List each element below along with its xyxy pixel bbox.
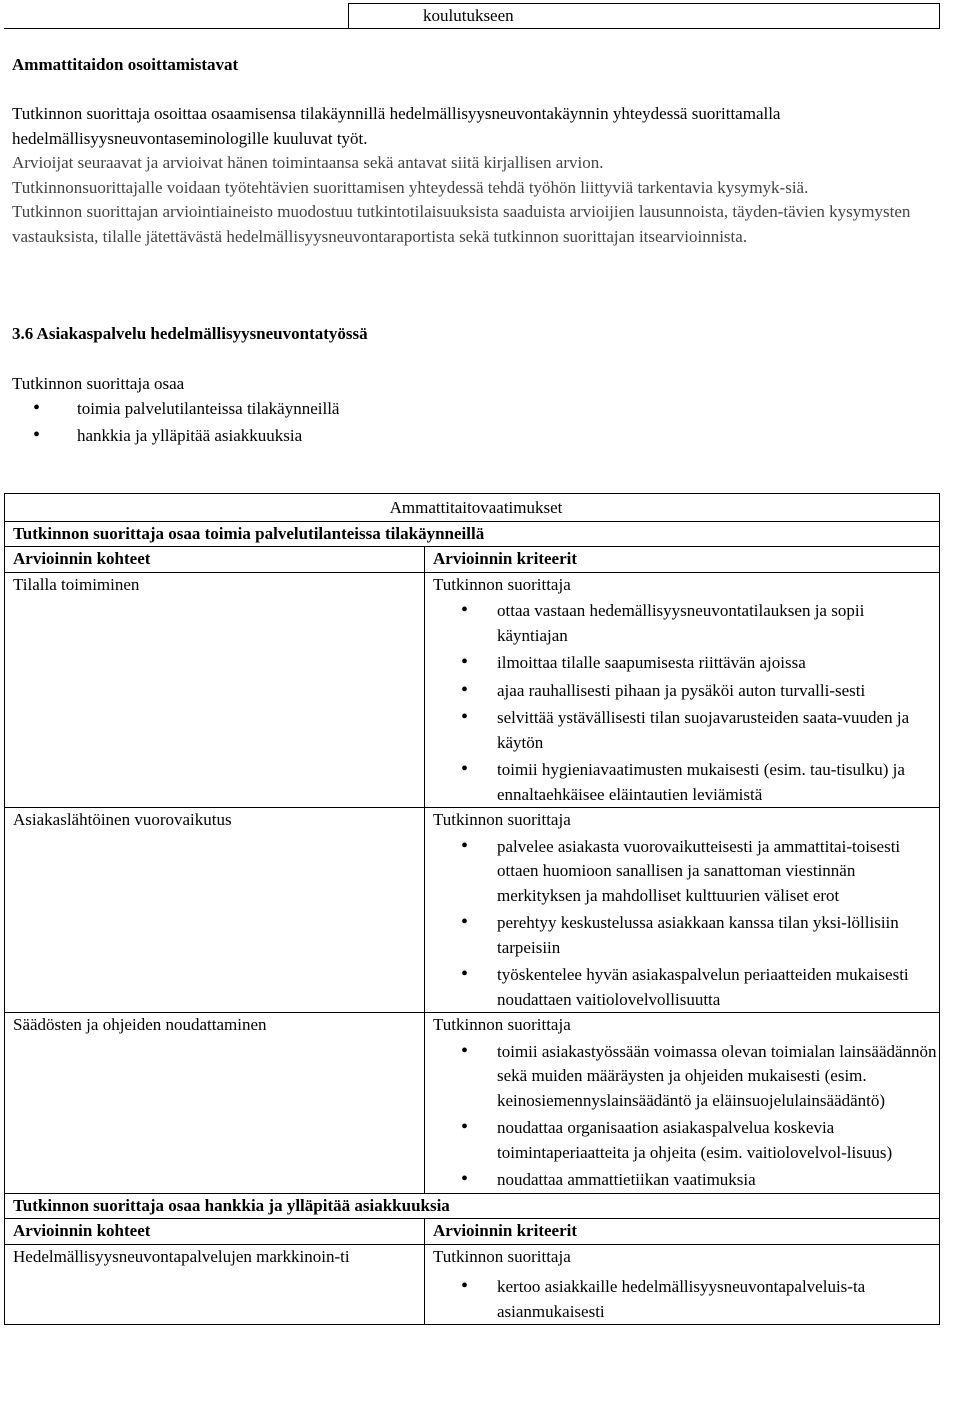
intro-text: Tutkinnon suorittaja osaa: [12, 374, 185, 393]
criteria-list: [433, 1269, 939, 1324]
list-item: • hankkia ja ylläpitää asiakkuuksia: [12, 424, 947, 449]
criteria-cell: [425, 1244, 940, 1325]
list-item: • perehtyy keskustelussa asiakkaan kanssa tilan yksi-löllisiin tarpeisiin: [433, 911, 939, 960]
list-item: • toimii hygieniavaatimusten mukaisesti (esim. tau-tisulku) ja ennaltaehkäisee eläintautien leviämistä: [433, 758, 939, 807]
list-item: • noudattaa ammattietiikan vaatimuksia: [433, 1168, 939, 1193]
table-row: [5, 808, 940, 1013]
list-item: • noudattaa organisaation asiakaspalvelua koskevia toimintaperiaatteita ja ohjeita (esim. vaitiolovelvol-lisuus): [433, 1116, 939, 1165]
performer-label: Tutkinnon suorittaja: [433, 574, 571, 594]
col-header-criteria: Arvioinnin kriteerit: [425, 1219, 940, 1245]
section-heading: 3.6 Asiakaspalvelu hedelmällisyysneuvontatyössä: [12, 324, 368, 343]
section-intro: [12, 372, 947, 449]
performer-label: Tutkinnon suorittaja: [433, 810, 571, 829]
list-item: • työskentelee hyvän asiakaspalvelun periaatteiden mukaisesti noudattaen vaitiolovelvollisuutta: [433, 963, 939, 1012]
list-item: • ilmoittaa tilalle saapumisesta riittävän ajoissa: [433, 651, 939, 676]
section-3-6: [12, 322, 947, 347]
paragraph-1: Tutkinnon suorittaja osoittaa osaamisensa tilakäynnillä hedelmällisyysneuvontakäynnin yhteydessä suorittamalla hedelmällisyysneuvontaseminologille kuuluvat työt.: [12, 104, 781, 148]
col-header-targets: Arvioinnin kohteet: [5, 547, 425, 573]
col-header-targets: Arvioinnin kohteet: [5, 1219, 425, 1245]
paragraph-3: Tutkinnonsuorittajalle voidaan työtehtävien suorittamisen yhteydessä tehdä työhön liittyviä tarkentavia kysymyk-siä.: [12, 177, 809, 197]
header-empty-cell: [4, 4, 349, 29]
demonstration-section: [12, 53, 947, 78]
demonstration-heading: Ammattitaidon osoittamistavat: [12, 55, 239, 74]
intro-bullet-list: [12, 397, 947, 449]
list-item: • ajaa rauhallisesti pihaan ja pysäköi auton turvalli-sesti: [433, 679, 939, 704]
target-cell: Säädösten ja ohjeiden noudattaminen: [5, 1013, 425, 1194]
paragraph-2: Arvioijat seuraavat ja arvioivat hänen toimintaansa sekä antavat siitä kirjallisen arvion.: [12, 153, 604, 172]
header-table: [4, 3, 940, 29]
header-cell: koulutukseen: [349, 4, 940, 29]
target-cell: Asiakaslähtöinen vuorovaikutus: [5, 808, 425, 1013]
group-heading-1: Tutkinnon suorittaja osaa toimia palvelutilanteissa tilakäynneillä: [5, 521, 940, 547]
performer-label: Tutkinnon suorittaja: [433, 1246, 571, 1266]
list-item: • toimii asiakastyössään voimassa olevan toimialan lainsäädännön sekä muiden määräysten ja ohjeiden mukaisesti (esim. keinosiemennyslainsäädäntö ja eläinsuojelulainsäädäntö): [433, 1040, 939, 1114]
list-item: • palvelee asiakasta vuorovaikutteisesti ja ammattitai-toisesti ottaen huomioon sanallisen ja sanattoman viestinnän merkityksen ja mahdolliset kulttuurien väliset erot: [433, 835, 939, 909]
group-heading-2: Tutkinnon suorittaja osaa hankkia ja ylläpitää asiakkuuksia: [5, 1193, 940, 1219]
list-item: • toimia palvelutilanteissa tilakäynneillä: [12, 397, 947, 422]
target-cell: Tilalla toimiminen: [5, 572, 425, 808]
list-item: • kertoo asiakkaille hedelmällisyysneuvontapalveluis-ta asianmukaisesti: [433, 1275, 939, 1324]
table-row: [5, 1013, 940, 1194]
list-item: • ottaa vastaan hedemällisyysneuvontatilauksen ja sopii käyntiajan: [433, 599, 939, 648]
criteria-cell: [425, 1013, 940, 1194]
table-title: Ammattitaitovaatimukset: [5, 494, 940, 522]
requirements-table: [4, 493, 940, 1325]
criteria-list: [433, 597, 939, 807]
paragraph-4: Tutkinnon suorittajan arviointiaineisto muodostuu tutkintotilaisuuksista saaduista arvioijien lausunnoista, täyden-tävien kysymysten vastauksista, tilalle jätettävästä hedelmällisyysneuvontaraportista sekä tutkinnon suorittajan itsearvioinnista.: [12, 202, 911, 246]
list-item: • selvittää ystävällisesti tilan suojavarusteiden saata-vuuden ja käytön: [433, 706, 939, 755]
target-cell: Hedelmällisyysneuvontapalvelujen markkinoin-ti: [5, 1244, 425, 1325]
criteria-list: [433, 833, 939, 1013]
table-row: [5, 572, 940, 808]
criteria-list: [433, 1038, 939, 1193]
criteria-cell: [425, 808, 940, 1013]
table-row: [5, 1244, 940, 1325]
demonstration-paragraphs: [12, 102, 947, 249]
col-header-criteria: Arvioinnin kriteerit: [425, 547, 940, 573]
criteria-cell: [425, 572, 940, 808]
performer-label: Tutkinnon suorittaja: [433, 1015, 571, 1034]
